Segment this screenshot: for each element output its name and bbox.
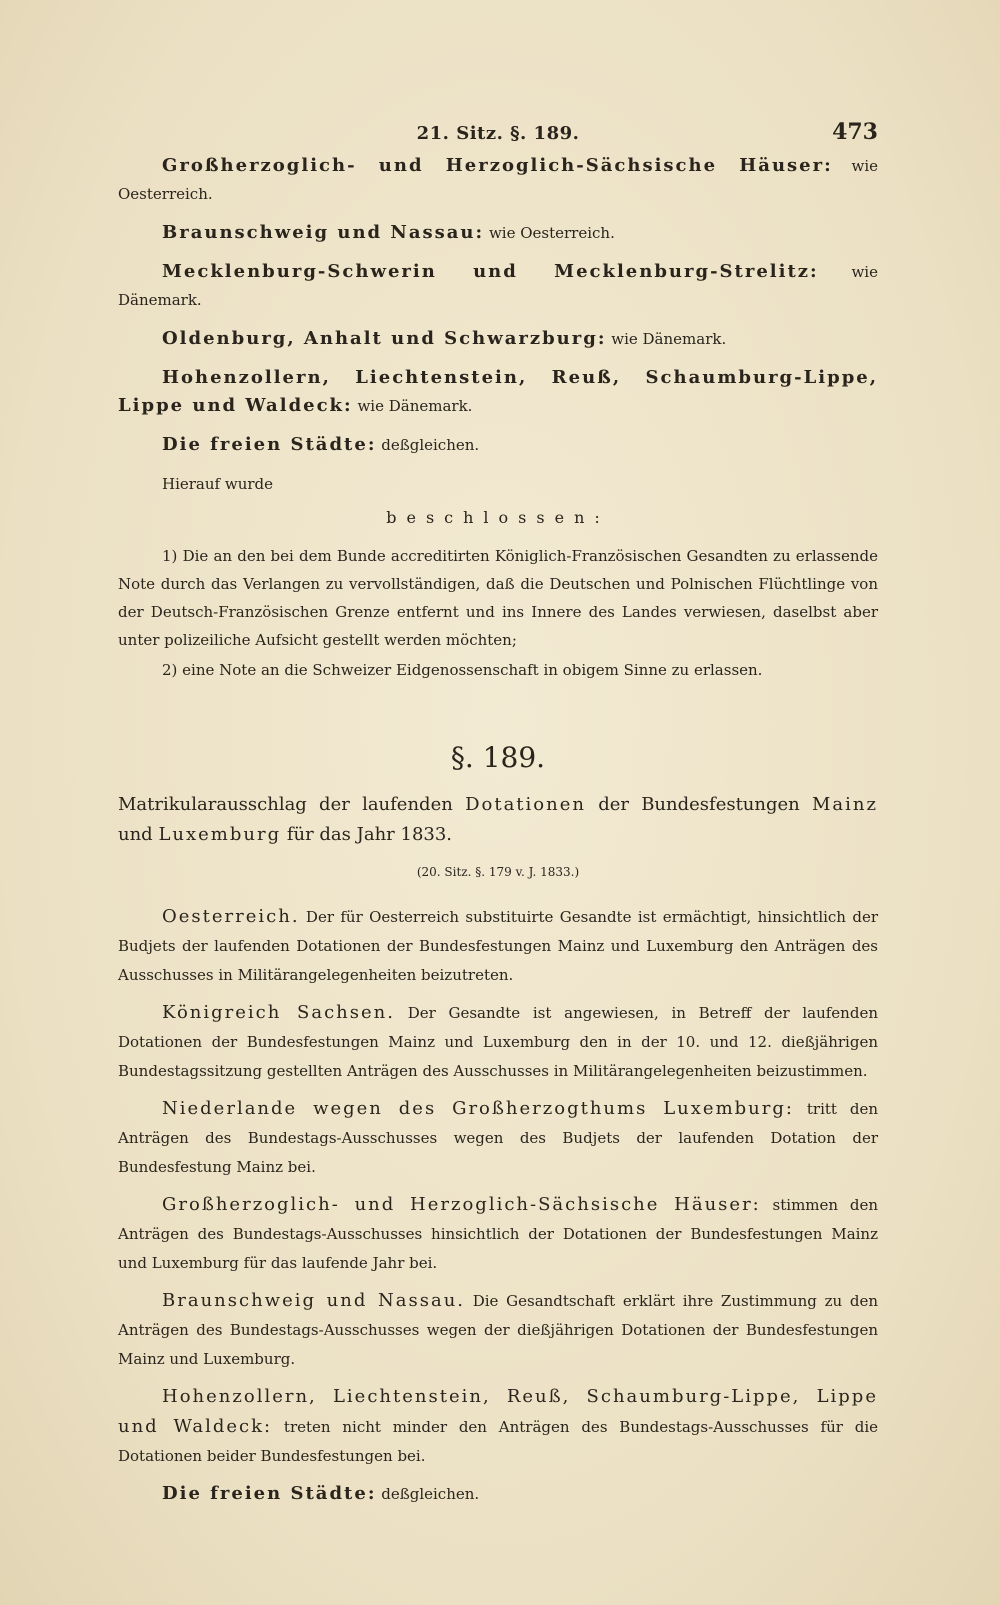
vote-entry	[118, 325, 878, 353]
page-number: 473	[832, 119, 878, 145]
vote-entry	[118, 219, 878, 247]
state-name: Großherzoglich- und Herzoglich-Sächsische Häuser:	[162, 155, 833, 176]
running-head-title: 21. Sitz. §. 189.	[416, 123, 580, 144]
state-name: Oldenburg, Anhalt und Schwarzburg:	[162, 328, 607, 349]
vote-text: Der für Oesterreich substituirte Gesandte ist ermächtigt, hinsichtlich der Budjets der laufenden Dotationen der Bundesfestungen Mainz und Luxemburg den Anträgen des Ausschusses in Militärangelegenheiten beizutreten.	[118, 908, 878, 984]
running-head	[118, 118, 878, 152]
vote-text: deßgleichen.	[376, 436, 480, 454]
vote-entry	[118, 152, 878, 208]
state-name: Braunschweig und Nassau.	[162, 1290, 466, 1311]
page-content	[118, 118, 878, 1517]
vote-entry	[118, 1479, 878, 1509]
vote-text: wie Dänemark.	[352, 397, 473, 415]
vote-text: deßgleichen.	[376, 1485, 480, 1503]
resolution-intro: Hierauf wurde	[162, 475, 273, 493]
vote-text: tritt den Anträgen des Bundestags-Ausschusses wegen des Budjets der laufenden Dotation der Bundesfestung Mainz bei.	[118, 1100, 878, 1176]
vote-entry	[118, 431, 878, 459]
vote-entry	[118, 902, 878, 990]
state-name: Braunschweig und Nassau:	[162, 222, 485, 243]
vote-entry	[118, 1190, 878, 1278]
state-name: Hohenzollern, Liechtenstein, Reuß, Schaumburg-Lippe, Lippe und Waldeck:	[118, 1386, 878, 1437]
vote-text: wie Dänemark.	[606, 330, 727, 348]
vote-text: treten nicht minder den Anträgen des Bundestags-Ausschusses für die Dotationen beider Bundesfestungen bei.	[118, 1418, 879, 1465]
section-reference: (20. Sitz. §. 179 v. J. 1833.)	[416, 865, 580, 879]
title-part: für das Jahr 1833.	[281, 824, 453, 845]
section-title	[118, 790, 878, 850]
vote-text: Die Gesandtschaft erklärt ihre Zustimmung zu den Anträgen des Bundestags-Ausschusses wegen der dießjährigen Dotationen der Bundesfestungen Mainz und Luxemburg.	[118, 1292, 878, 1368]
votes-bottom	[118, 902, 878, 1509]
vote-text: wie Oesterreich.	[484, 224, 615, 242]
vote-entry	[118, 1094, 878, 1182]
title-part: Matrikularausschlag der laufenden	[118, 794, 466, 815]
votes-top	[118, 152, 878, 459]
state-name: Die freien Städte:	[162, 434, 377, 455]
vote-entry	[118, 1286, 878, 1374]
vote-text: Der Gesandte ist angewiesen, in Betreff der laufenden Dotationen der Bundesfestungen Mainz und Luxemburg den in der 10. und 12. dießjährigen Bundestagssitzung gestellten Anträgen des Ausschusses in Militärangelegenheiten beizustimmen.	[118, 1004, 878, 1080]
title-part: Mainz	[812, 794, 878, 815]
vote-text: stimmen den Anträgen des Bundestags-Ausschusses hinsichtlich der Dotationen der Bundesfestungen Mainz und Luxemburg für das laufende Jahr bei.	[118, 1196, 878, 1272]
resolved-heading: beschlossen:	[386, 508, 610, 527]
vote-text: wie Dänemark.	[118, 263, 878, 309]
vote-entry	[118, 258, 878, 314]
resolution-item: 1) Die an den bei dem Bunde accreditirten Königlich-Französischen Gesandten zu erlassende Note durch das Verlangen zu vervollständigen, daß die Deutschen und Polnischen Flüchtlinge von der Deutsch-Französischen Grenze entfernt und ins Innere des Landes verwiesen, daselbst aber unter polizeiliche Aufsicht gestellt werden möchten;	[118, 547, 878, 649]
title-part: Dotationen	[465, 794, 586, 815]
state-name: Mecklenburg-Schwerin und Mecklenburg-Strelitz:	[162, 261, 819, 282]
title-part: Luxemburg	[158, 824, 282, 845]
state-name: Hohenzollern, Liechtenstein, Reuß, Schaumburg-Lippe, Lippe und Waldeck:	[118, 367, 878, 416]
section-number: §. 189.	[450, 741, 546, 774]
vote-entry	[118, 1382, 878, 1471]
state-name: Großherzoglich- und Herzoglich-Sächsische Häuser:	[162, 1194, 761, 1215]
vote-entry	[118, 364, 878, 420]
title-part: und	[118, 824, 159, 845]
resolution-item: 2) eine Note an die Schweizer Eidgenossenschaft in obigem Sinne zu erlassen.	[162, 661, 763, 679]
vote-text: wie Oesterreich.	[118, 157, 878, 203]
state-name: Oesterreich.	[162, 906, 300, 927]
state-name: Königreich Sachsen.	[162, 1002, 395, 1023]
vote-entry	[118, 998, 878, 1086]
title-part: der Bundesfestungen	[585, 794, 812, 815]
state-name: Niederlande wegen des Großherzogthums Luxemburg:	[162, 1098, 794, 1119]
state-name: Die freien Städte:	[162, 1483, 377, 1504]
